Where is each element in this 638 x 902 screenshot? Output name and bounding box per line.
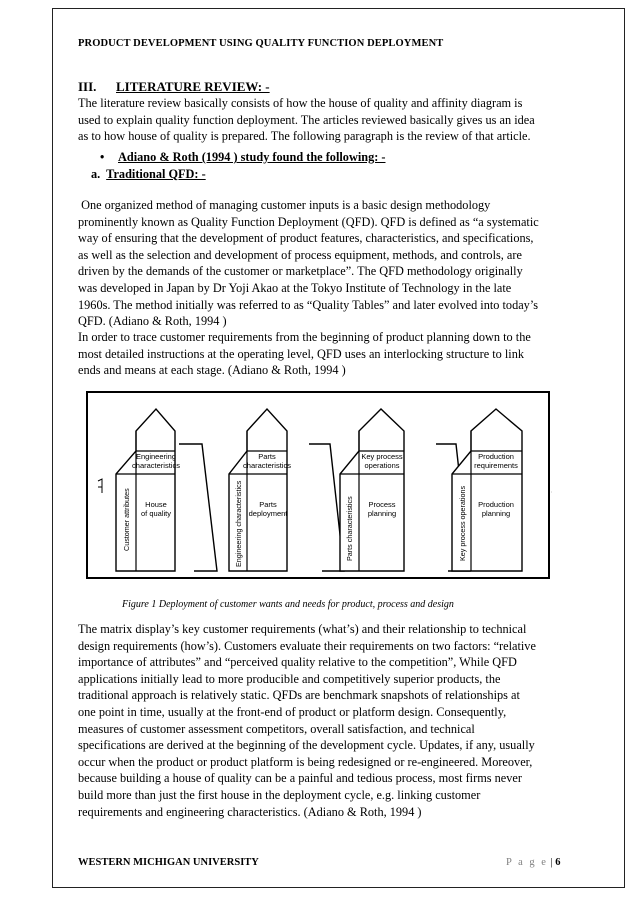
text-line: 1960s. The method initially was referred to as “Quality Tables” and later evolved into today’s <box>78 297 539 312</box>
page-label: P a g e <box>506 857 548 868</box>
text-line: was developed in Japan by Dr Yoji Akao at the Tokyo Institute of Technology in the late <box>78 280 512 295</box>
page-number-block <box>506 857 561 868</box>
side-label: Key process operations <box>458 485 467 561</box>
body-label: of quality <box>140 509 172 518</box>
section-heading <box>78 79 270 95</box>
text-line: as to how house of quality is prepared. The following paragraph is the review of that article. <box>78 129 531 144</box>
body-label: Parts <box>259 500 277 509</box>
side-label: Parts characteristics <box>345 496 354 561</box>
paragraph-1 <box>78 197 566 330</box>
text-line: traditional approach is relatively static. QFDs are benchmark snapshots of relationships at <box>78 688 520 703</box>
production-planning-house <box>452 409 522 571</box>
text-line: The matrix display’s key customer requirements (what’s) and their relationship to technical <box>78 622 527 636</box>
text-line: most detailed instructions at the operating level, QFD uses an interlocking structure to link <box>78 346 525 361</box>
text-line: importance of attributes” and “perceived quality relative to the competition”, While QFD <box>78 655 517 670</box>
page-number: 6 <box>555 857 561 868</box>
text-line: one point in time, usually at the front-end of product or platform design. Consequently, <box>78 704 507 719</box>
text-line: QFD. (Adiano & Roth, 1994 ) <box>78 314 227 329</box>
house-of-quality <box>116 409 180 571</box>
section-number: III. <box>78 79 97 94</box>
bullet-icon: • <box>100 150 105 164</box>
roof-label: operations <box>364 461 400 470</box>
roof-label: characteristics <box>132 461 180 470</box>
text-line: applications initially lead to more producible and competitively superior products, the <box>78 671 501 686</box>
subheading-text: Traditional QFD: - <box>106 167 206 181</box>
text-line: requirements and engineering characteristics. (Adiano & Roth, 1994 ) <box>78 804 422 819</box>
connector-2 <box>309 444 344 571</box>
text-line: prominently known as Quality Function Deployment (QFD). QFD is defined as “a systematic <box>78 214 539 229</box>
body-label: Process <box>368 500 396 509</box>
side-label: Engineering characteristics <box>234 480 243 567</box>
roof-label: characteristics <box>243 461 291 470</box>
roof-label: requirements <box>474 461 518 470</box>
page-separator: | <box>550 857 553 868</box>
running-header: PRODUCT DEVELOPMENT USING QUALITY FUNCTION DEPLOYMENT <box>78 38 444 49</box>
subheading <box>91 167 206 182</box>
left-edge-mark <box>98 479 102 493</box>
subheading-label: a. <box>91 167 101 181</box>
process-planning-house <box>340 409 404 571</box>
figure-caption: Figure 1 Deployment of customer wants and needs for product, process and design <box>122 599 454 610</box>
body-label: planning <box>481 509 511 518</box>
body-label: deployment <box>248 509 288 518</box>
text-line: way of ensuring that the development of product features, characteristics, and specifications, <box>78 231 534 246</box>
body-label: Production <box>478 500 514 509</box>
roof-label: Production <box>478 452 514 461</box>
study-bullet <box>100 150 386 165</box>
roof-label: Key process <box>361 452 403 461</box>
paragraph-2 <box>78 329 566 379</box>
text-line: In order to trace customer requirements from the beginning of product planning down to the <box>78 330 531 344</box>
connector-1 <box>179 444 217 571</box>
body-label: planning <box>367 509 397 518</box>
parts-deployment-house <box>229 409 291 571</box>
side-label: Customer attributes <box>122 488 131 551</box>
text-line: driven by the demands of the customer or marketplace”. The QFD methodology originally <box>78 264 523 279</box>
text-line: used to explain quality function deployment. The articles reviewed basically gives us an idea <box>78 112 535 127</box>
text-line: occur when the product or product platform is being redesigned or re-engineered. Moreover, <box>78 754 533 769</box>
roof-label: Parts <box>258 452 276 461</box>
footer-institution: WESTERN MICHIGAN UNIVERSITY <box>78 857 259 868</box>
text-line: measures of customer assessment competitors, overall satisfaction, and technical <box>78 721 475 736</box>
paragraph-3 <box>78 621 566 820</box>
qfd-deployment-figure <box>84 389 552 582</box>
body-label: House <box>145 500 167 509</box>
text-line: specifications are derived at the beginning of the development cycle. Updates, if any, usually <box>78 738 535 753</box>
text-line: ends and means at each stage. (Adiano & Roth, 1994 ) <box>78 363 346 378</box>
intro-paragraph <box>78 95 566 145</box>
text-line: One organized method of managing customer inputs is a basic design methodology <box>78 198 491 212</box>
text-line: design requirements (how’s). Customers evaluate their requirements on two factors: “relative <box>78 638 536 653</box>
roof-label: Engineering <box>135 452 177 461</box>
section-title: LITERATURE REVIEW: - <box>116 79 270 94</box>
text-line: because building a house of quality can be a painful and tedious process, most firms never <box>78 771 522 786</box>
text-line: as well as the selection and development of process equipment, methods, and controls, are <box>78 247 522 262</box>
bullet-text: Adiano & Roth (1994 ) study found the following: - <box>118 150 386 164</box>
text-line: build more than just the first house in the deployment cycle, e.g. linking customer <box>78 787 481 802</box>
text-line: The literature review basically consists of how the house of quality and affinity diagram is <box>78 96 523 110</box>
